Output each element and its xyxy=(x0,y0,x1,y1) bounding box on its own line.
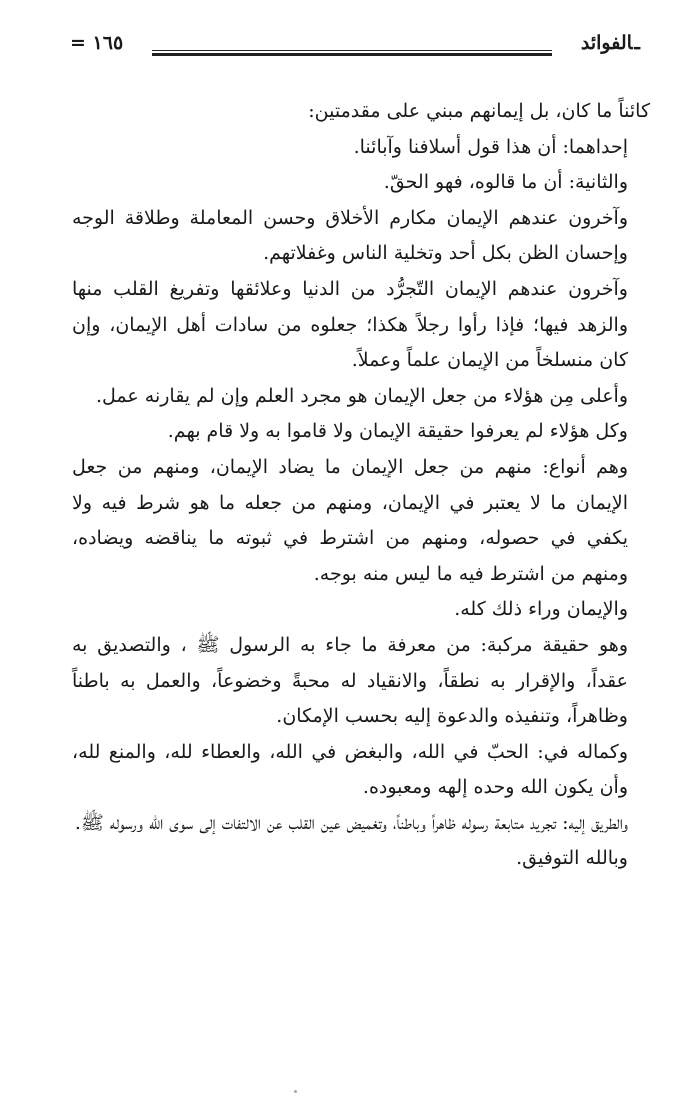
paragraph: إحداهما: أن هذا قول أسلافنا وآبائنا. xyxy=(353,135,628,158)
paragraph: وآخرون عندهم الإيمان مكارم الأخلاق وحسن المعاملة وطلاقة الوجه وإحسان الظن بكل أحد وتخلية الناس وغفلاتهم. xyxy=(72,206,628,265)
paragraph: والثانية: أن ما قالوه، فهو الحقّ. xyxy=(383,171,628,194)
header-rule xyxy=(152,50,552,56)
paragraph: وبالله التوفيق. xyxy=(516,847,628,870)
title-dash: ـ xyxy=(634,32,640,54)
paragraph: وكماله في: الحبّ في الله، والبغض في الله، والعطاء لله، والمنع لله، وأن يكون الله وحده إلهه ومعبوده. xyxy=(72,740,628,799)
page-number-marker: = xyxy=(70,32,86,54)
page-number xyxy=(70,32,123,54)
paragraph: وكل هؤلاء لم يعرفوا حقيقة الإيمان ولا قاموا به ولا قام بهم. xyxy=(167,420,628,443)
page-number-value: ١٦٥ xyxy=(92,32,124,54)
paragraph: وأعلى مِن هؤلاء من جعل الإيمان هو مجرد العلم وإن لم يقارنه عمل. xyxy=(95,384,628,407)
body-text xyxy=(72,94,650,877)
title-text: الفوائد xyxy=(580,32,633,54)
paragraph: وآخرون عندهم الإيمان التّجرُّد من الدنيا وعلائقها وتفريغ القلب منها والزهد فيها؛ فإذا رأوا رجلاً هكذا؛ جعلوه من سادات أهل الإيمان، وإن كان منسلخاً من الإيمان علماً وعملاً. xyxy=(72,277,628,372)
running-header xyxy=(70,28,640,68)
paragraph: وهو حقيقة مركبة: من معرفة ما جاء به الرسول ﷺ ، والتصديق به عقداً، والإقرار به نطقاً، والانقياد له محبةً وخضوعاً، والعمل به باطناً وظاهراً، وتنفيذه والدعوة إليه بحسب الإمكان. xyxy=(72,633,628,728)
scan-speck xyxy=(294,1090,297,1093)
paragraph: والطريق إليه: تجريد متابعة رسوله ظاهراً وباطناً، وتغميض عين القلب عن الالتفات إلى سوى الله ورسوله ﷺ. xyxy=(74,811,628,834)
running-title xyxy=(581,32,640,54)
paragraph: وهم أنواع: منهم من جعل الإيمان ما يضاد الإيمان، ومنهم من جعل الإيمان ما لا يعتبر في الإيمان، ومنهم من جعله ما هو شرط فيه ولا يكفي في حصوله، ومنهم من اشترط في ثبوته ما يناقضه ويضاده، ومنهم من اشترط فيه ما ليس منه بوجه. xyxy=(72,455,628,585)
paragraph: والإيمان وراء ذلك كله. xyxy=(454,598,628,621)
paragraph: كائناً ما كان، بل إيمانهم مبني على مقدمتين: xyxy=(308,100,650,122)
